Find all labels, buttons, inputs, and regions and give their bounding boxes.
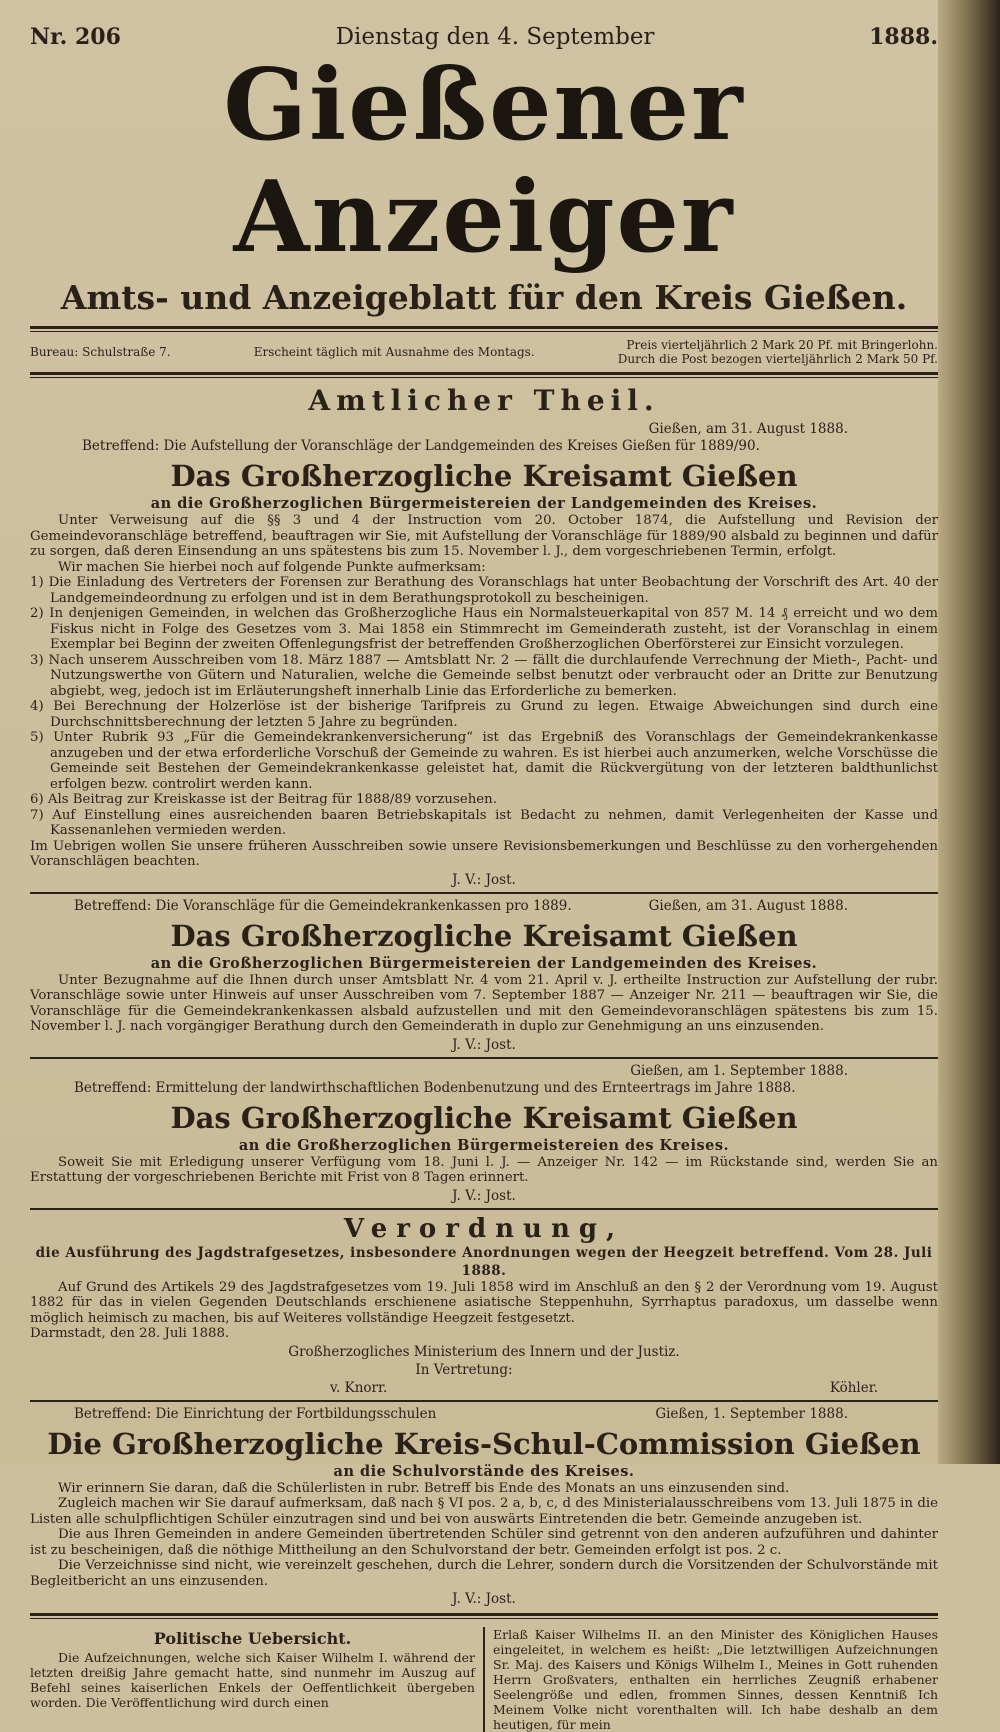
notice-place-date: Gießen, am 31. August 1888. xyxy=(648,897,848,914)
notice-paragraph: Soweit Sie mit Erledigung unserer Verfügung vom 18. Juni l. J. — Anzeiger Nr. 142 — im Rückstande sind, werden Sie an Erstattung der vorgeschriebenen Berichte mit Frist von 8 Tagen erinnert. xyxy=(30,1154,938,1185)
notice-paragraph: Unter Verweisung auf die §§ 3 und 4 der Instruction vom 20. October 1874, die Aufstellung und Revision der Gemeindevoranschläge betreffend, beauftragen wir Sie, mit Aufstellung der Voranschläge für 1889/90 alsbald zu beginnen und dafür zu sorgen, daß deren Einsendung an uns spätestens bis zum 15. November l. J., dem vorgeschriebenen Termin, erfolgt. xyxy=(30,513,938,559)
notice-signature: J. V.: Jost. xyxy=(452,871,516,888)
decree-ministry: Großherzogliches Ministerium des Innern und der Justiz. xyxy=(288,1343,680,1360)
bottom-columns xyxy=(30,1627,938,1732)
notice-header-row xyxy=(30,1406,938,1423)
notice-addressee: an die Großherzoglichen Bürgermeistereien des Kreises. xyxy=(238,1136,730,1154)
info-bar-rule xyxy=(30,372,938,378)
notice-subject: Betreffend: Die Aufstellung der Voranschläge der Landgemeinden des Kreises Gießen für 1889/90. xyxy=(82,438,760,454)
decree-signatures xyxy=(30,1380,938,1396)
masthead-subtitle: Amts- und Anzeigeblatt für den Kreis Gießen. xyxy=(60,278,908,317)
section-title: Amtlicher Theil. xyxy=(308,384,660,417)
political-overview-title: Politische Uebersicht. xyxy=(153,1629,352,1648)
notice-point: 5) Unter Rubrik 93 „Für die Gemeindekrankenversicherung“ ist das Ergebniß des Voranschlags der Gemeindekrankenkasse anzugeben und der etwa erforderliche Vorschuß der Gemeinde zu wahren. Es ist hierbei auch anzumerken, welche Vorschüsse die Gemeinde seit Bestehen der Gemeindekrankenkasse geleistet hat, damit die Rückvergütung von der letzteren baldthunlichst erfolgen bezw. controlirt werden kann. xyxy=(30,730,938,792)
notice-subject: Betreffend: Ermittelung der landwirthschaftlichen Bodenbenutzung und des Ernteertrags im Jahre 1888. xyxy=(74,1079,796,1096)
notice-signature: J. V.: Jost. xyxy=(452,1036,516,1053)
notice-header-row xyxy=(30,898,938,915)
notice-subject: Betreffend: Die Einrichtung der Fortbildungsschulen xyxy=(74,1405,437,1422)
notice-point: 1) Die Einladung des Vertreters der Forensen zur Berathung des Voranschlags hat unter Beobachtung der Vorschrift des Art. 40 der Landgemeindeordnung zu erfolgen und ist in dem Berathungsprotokoll zu bescheinigen. xyxy=(30,575,938,606)
notice-paragraph: Zugleich machen wir Sie darauf aufmerksam, daß nach § VI pos. 2 a, b, c, d des Ministerialausschreibens vom 13. Juli 1875 in die Listen alle schulpflichtigen Schüler einzutragen sind und bei von auswärts Eintretenden die betr. Gemeinde anzugeben ist. xyxy=(30,1496,938,1527)
notice-subject: Betreffend: Die Voranschläge für die Gemeindekrankenkassen pro 1889. xyxy=(74,897,572,914)
notice-place-date: Gießen, am 1. September 1888. xyxy=(630,1062,848,1079)
notice-point: 7) Auf Einstellung eines ausreichenden baaren Betriebskapitals ist Bedacht zu nehmen, damit Verlegenheiten der Kasse und Kassenanlehen vermieden werden. xyxy=(30,807,938,838)
political-overview-column xyxy=(30,1627,475,1732)
notice-paragraph: Wir erinnern Sie daran, daß die Schülerlisten in rubr. Betreff bis Ende des Monats an uns einzusenden sind. xyxy=(58,1480,790,1496)
publication-schedule: Erscheint täglich mit Ausnahme des Montags. xyxy=(253,345,535,359)
issue-number: Nr. 206 xyxy=(30,24,121,50)
decree-text: Auf Grund des Artikels 29 des Jagdstrafgesetzes vom 19. Juli 1858 wird im Anschluß an den § 2 der Verordnung vom 19. August 1882 für das in vielen Gegenden Deutschlands erschienene asiatische Steppenhuhn, Syrrhaptus paradoxus, um dasselbe wenn möglich heimisch zu machen, bis auf Weiteres vollständige Heegzeit festgesetzt. xyxy=(30,1279,938,1326)
notice-point: 3) Nach unserem Ausschreiben vom 18. März 1887 — Amtsblatt Nr. 2 — fällt die durchlaufende Verrechnung der Mieth-, Pacht- und Nutzungswerthe von Gütern und Naturalien, welche die Gemeinde selbst benutzt oder verbraucht oder an Dritte zur Benutzung abgiebt, weg, jedoch ist im Erläuterungsheft innerhalb Linie das Erforderliche zu bemerken. xyxy=(30,652,938,699)
notice-2 xyxy=(30,898,938,1053)
notice-paragraph: Wir machen Sie hierbei noch auf folgende Punkte aufmerksam: xyxy=(58,559,486,575)
subscription-price xyxy=(618,338,938,366)
right-column-text: Erlaß Kaiser Wilhelms II. an den Minister des Königlichen Hauses eingeleitet, in welchem es heißt: „Die letztwilligen Aufzeichnungen Sr. Maj. des Kaisers und Königs Wilhelm I., Meines in Gott ruhenden Herrn Großvaters, enthalten ein herrliches Zeugniß erhabener Seelengröße und edlen, frommen Sinnes, dessen Kenntniß Ich Meinem Volke nicht vorenthalten will. Ich habe deshalb an dem heutigen, für mein xyxy=(493,1627,938,1732)
issue-date: Dienstag den 4. September xyxy=(335,24,655,50)
right-column xyxy=(483,1627,938,1732)
decree-signature-left: v. Knorr. xyxy=(330,1379,388,1396)
price-line-1: Preis vierteljährlich 2 Mark 20 Pf. mit Bringerlohn. xyxy=(626,338,938,352)
masthead-rule xyxy=(30,326,938,332)
decree-title: Verordnung, xyxy=(343,1213,625,1244)
political-overview-text: Die Aufzeichnungen, welche sich Kaiser Wilhelm I. während der letzten dreißig Jahre gemacht hatte, sind nunmehr im Auszug auf Befehl seines kaiserlichen Enkels der Oeffentlichkeit übergeben worden. Die Veröffentlichung wird durch einen xyxy=(30,1650,475,1710)
divider xyxy=(30,1208,938,1210)
notice-paragraph: Im Uebrigen wollen Sie unsere früheren Ausschreiben sowie unsere Revisionsbemerkungen und Beschlüsse zu den vorhergehenden Voranschlägen beachten. xyxy=(30,838,938,869)
notice-addressee: an die Großherzoglichen Bürgermeistereien der Landgemeinden des Kreises. xyxy=(150,954,818,972)
notice-point: 6) Als Beitrag zur Kreiskasse ist der Beitrag für 1888/89 vorzusehen. xyxy=(30,792,497,807)
price-line-2: Durch die Post bezogen vierteljährlich 2 Mark 50 Pf. xyxy=(617,352,938,366)
notice-authority: Das Großherzogliche Kreisamt Gießen xyxy=(170,459,798,493)
page-edge-shadow xyxy=(938,0,1000,1464)
notice-point: 2) In denjenigen Gemeinden, in welchen das Großherzogliche Haus ein Normalsteuerkapital von 857 M. 14 ₰ erreicht und wo dem Fiskus nicht in Folge des Gesetzes vom 3. Mai 1858 ein Stimmrecht im Gemeinderath zusteht, ist der Voranschlag in einem Exemplar bei Beginn der zweiten Offenlegungsfrist der betreffenden Großherzoglichen Oberförsterei zur Einsicht vorzulegen. xyxy=(30,606,938,652)
notice-authority: Das Großherzogliche Kreisamt Gießen xyxy=(170,918,798,953)
notice-authority: Das Großherzogliche Kreisamt Gießen xyxy=(170,1100,798,1135)
notice-3 xyxy=(30,1063,938,1204)
notice-1 xyxy=(30,421,938,888)
notice-4 xyxy=(30,1406,938,1608)
notice-place-date: Gießen, 1. September 1888. xyxy=(655,1405,848,1422)
notice-paragraph: Die aus Ihren Gemeinden in andere Gemeinden übertretenden Schüler sind getrennt von den anderen aufzuführen und dahinter ist zu bescheinigen, daß die nöthige Mittheilung an den Schulvorstand der betr. Gemeinden erfolgt ist pos. 2 c. xyxy=(30,1527,938,1558)
notice-paragraph: Unter Bezugnahme auf die Ihnen durch unser Amtsblatt Nr. 4 vom 21. April v. J. ertheilte Instruction zur Aufstellung der rubr. Voranschläge sowie unter Hinweis auf unser Ausschreiben vom 7. September 1887 — Anzeiger Nr. 211 — beauftragen wir Sie, die Voranschläge für die Gemeindekrankenkassen alsbald aufzustellen und mit den Gemeindevoranschlägen spätestens bis zum 15. November l. J. nach vorgängiger Berathung durch den Gemeinderath in duplo zur Genehmigung an uns einzusenden. xyxy=(30,972,938,1034)
decree-representation: In Vertretung: xyxy=(415,1361,513,1378)
bureau-address: Bureau: Schulstraße 7. xyxy=(30,345,171,359)
decree-place-date: Darmstadt, den 28. Juli 1888. xyxy=(30,1326,230,1341)
notice-signature: J. V.: Jost. xyxy=(452,1187,516,1204)
masthead-title: Gießener Anzeiger xyxy=(223,48,745,275)
decree-subtitle: die Ausführung des Jagdstrafgesetzes, insbesondere Anordnungen wegen der Heegzeit betreffend. Vom 28. Juli 1888. xyxy=(35,1244,933,1279)
notice-signature: J. V.: Jost. xyxy=(452,1591,516,1607)
decree-signature-right: Köhler. xyxy=(829,1379,878,1396)
notice-point: 4) Bei Berechnung der Holzerlöse ist der bisherige Tarifpreis zu Grund zu legen. Etwaige Abweichungen sind durch eine Durchschnittsberechnung der letzten 5 Jahre zu begründen. xyxy=(30,699,938,730)
notice-paragraph: Die Verzeichnisse sind nicht, wie vereinzelt geschehen, durch die Lehrer, sondern durch die Vorsitzenden der Schulvorstände mit Begleitbericht an uns einzusenden. xyxy=(30,1558,938,1589)
notice-addressee: an die Schulvorstände des Kreises. xyxy=(333,1462,635,1480)
decree xyxy=(30,1214,938,1396)
notice-authority: Die Großherzogliche Kreis-Schul-Commission Gießen xyxy=(47,1426,921,1461)
issue-year: 1888. xyxy=(869,24,938,50)
divider xyxy=(30,892,938,894)
divider xyxy=(30,1057,938,1059)
notice-addressee: an die Großherzoglichen Bürgermeistereien der Landgemeinden des Kreises. xyxy=(150,495,818,512)
bottom-rule xyxy=(30,1613,938,1619)
notice-place-date: Gießen, am 31. August 1888. xyxy=(648,421,848,437)
info-bar xyxy=(30,338,938,366)
divider xyxy=(30,1400,938,1402)
